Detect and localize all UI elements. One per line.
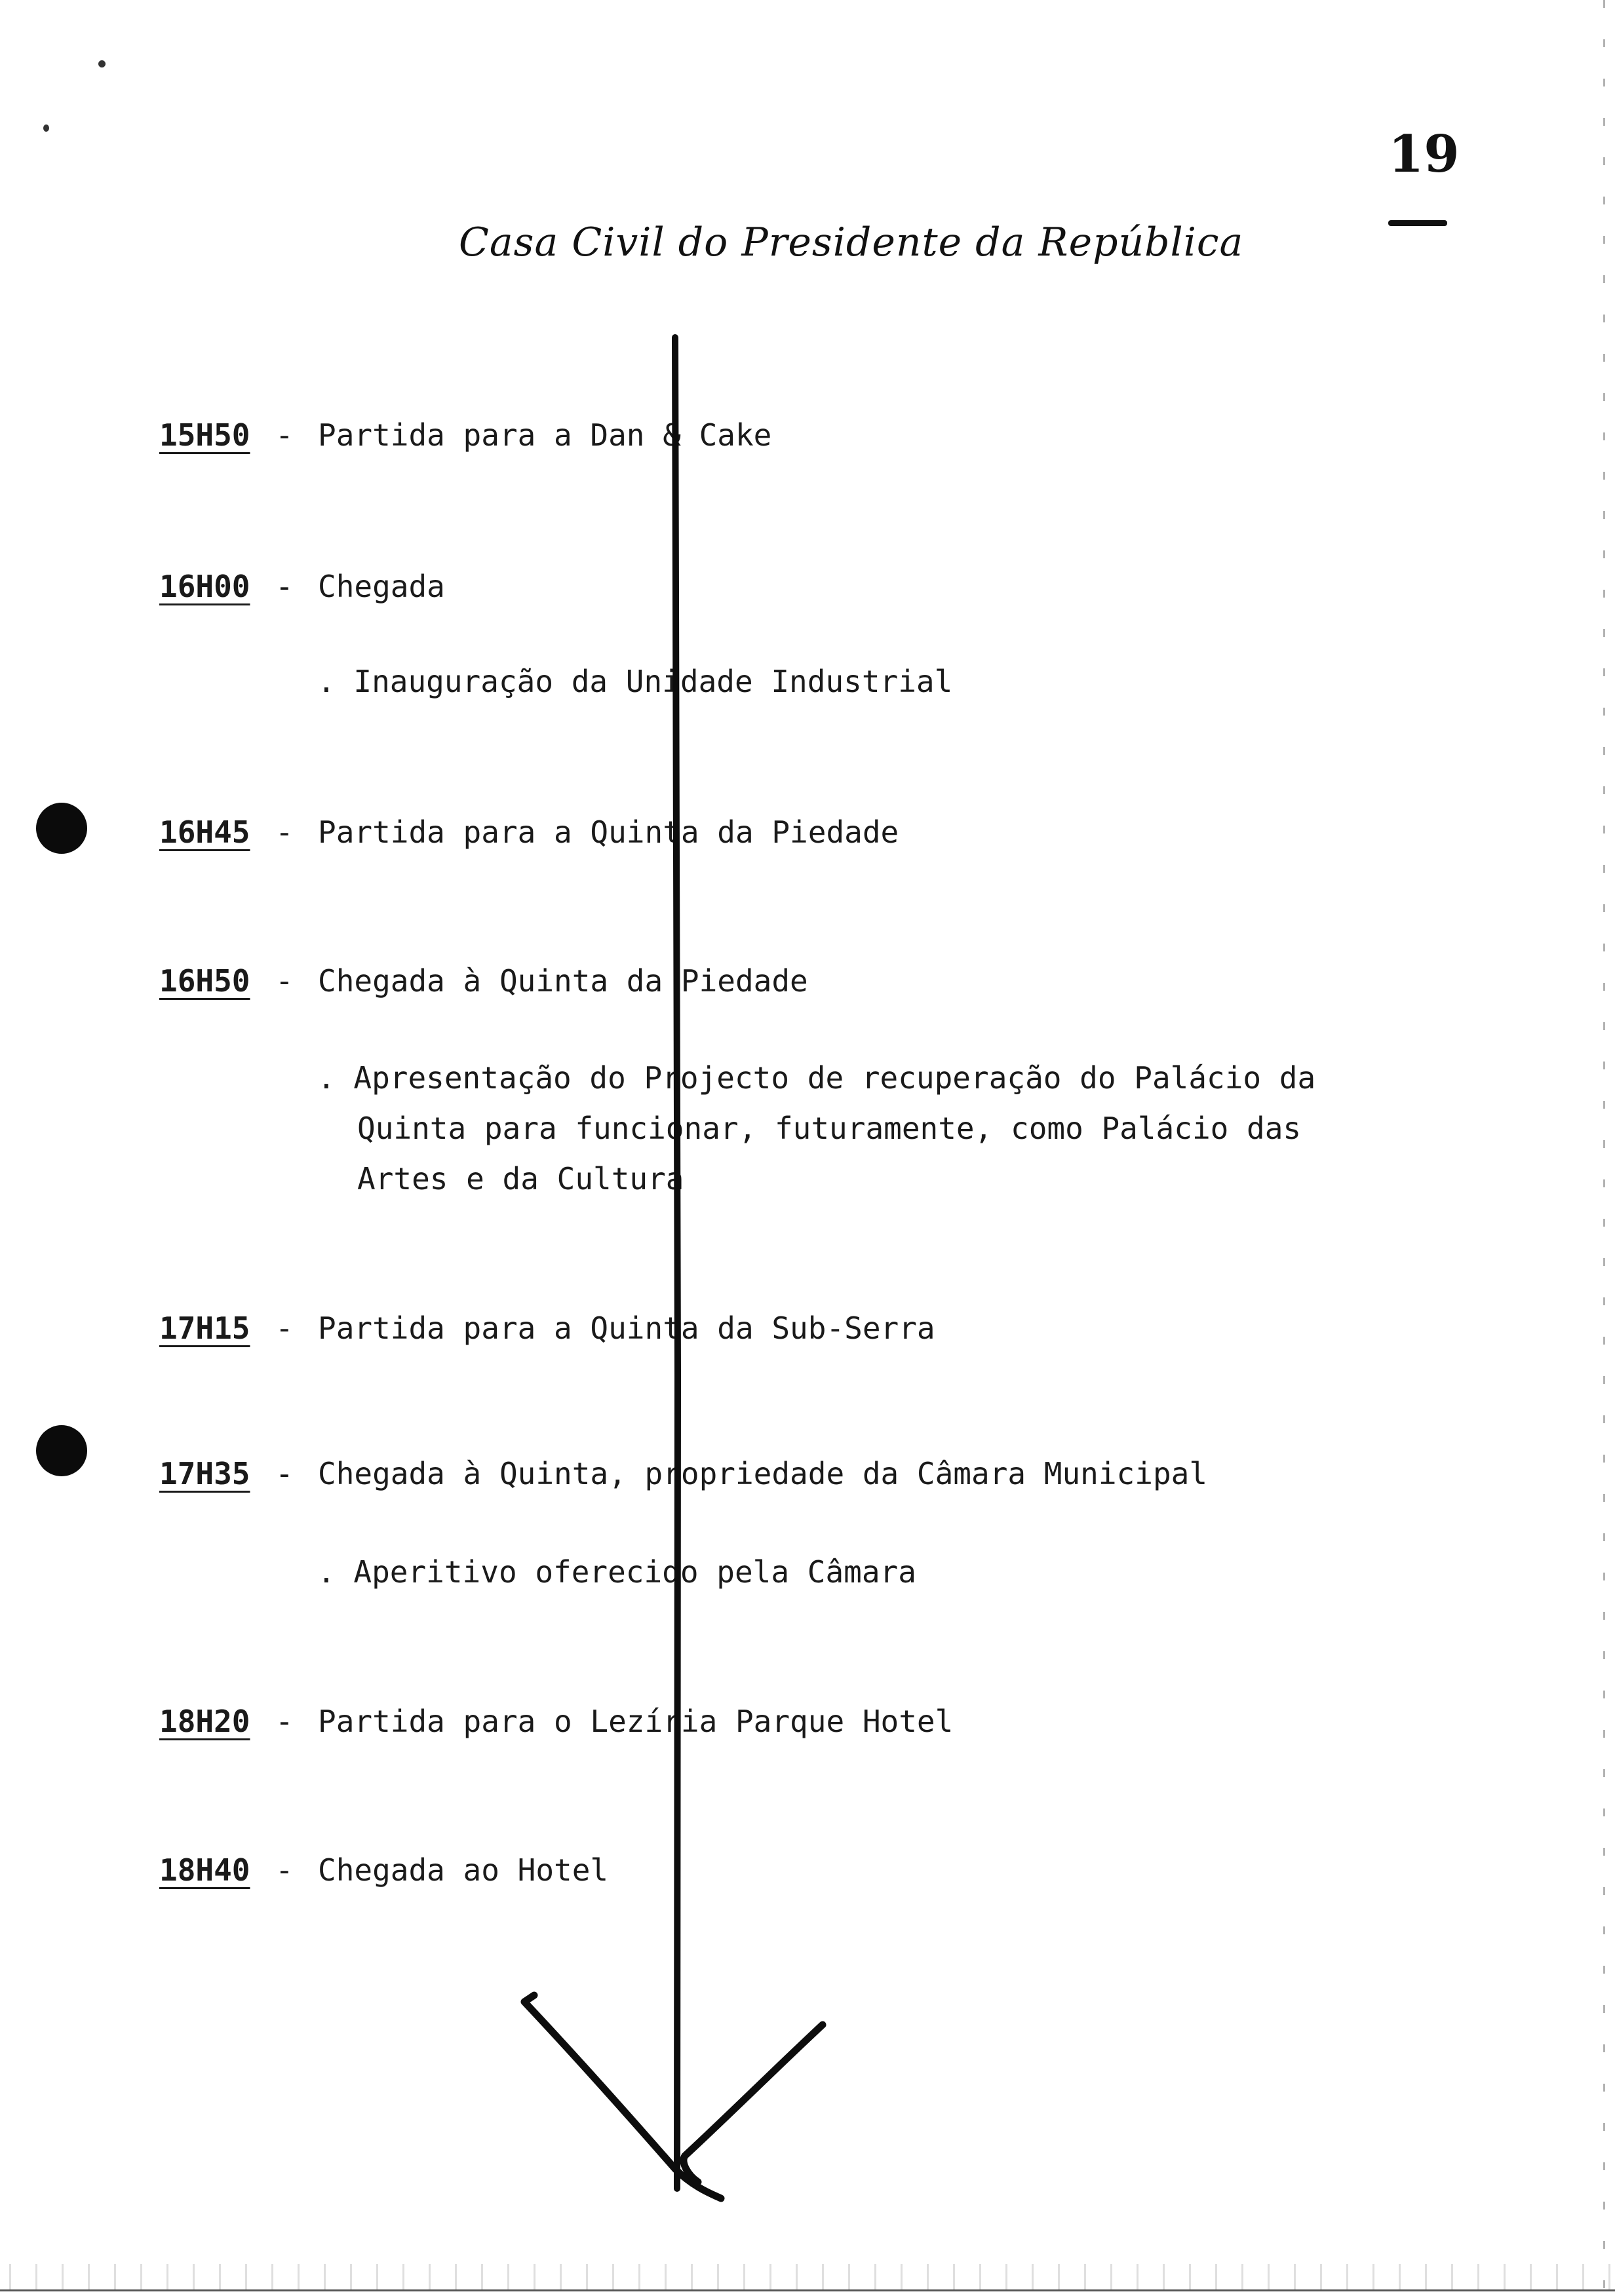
bullet-item-continuation: Quinta para funcionar, futuramente, como Palácio das (357, 1111, 1302, 1146)
entry-time: 18H20 (159, 1704, 250, 1739)
letterhead: Casa Civil do Presidente da República (459, 220, 1244, 265)
entry-time: 16H50 (159, 963, 250, 999)
entry-separator: - (275, 1852, 294, 1888)
page-number: 19 (1388, 124, 1460, 184)
entry-text: Chegada ao Hotel (318, 1852, 609, 1888)
entry-text: Partida para a Quinta da Piedade (318, 814, 899, 850)
entry-separator: - (275, 963, 294, 999)
entry-text: Chegada à Quinta, propriedade da Câmara Municipal (318, 1456, 1208, 1491)
entry-separator: - (275, 569, 294, 604)
entry-time: 15H50 (159, 417, 250, 453)
entry-separator: - (275, 1456, 294, 1491)
entry-separator: - (275, 417, 294, 453)
entry-time: 16H45 (159, 814, 250, 850)
entry-time: 16H00 (159, 569, 250, 604)
page-bottom-edge (0, 2289, 1615, 2291)
entry-text: Partida para a Quinta da Sub-Serra (318, 1311, 935, 1346)
entry-text: Partida para o Lezíria Parque Hotel (318, 1704, 954, 1739)
entry-time: 17H15 (159, 1311, 250, 1346)
scan-noise (0, 2264, 1615, 2290)
entry-text: Chegada (318, 569, 445, 604)
bullet-item: . Aperitivo oferecido pela Câmara (317, 1554, 916, 1590)
entry-separator: - (275, 1311, 294, 1346)
bullet-item: . Inauguração da Unidade Industrial (317, 664, 953, 699)
entry-separator: - (275, 1704, 294, 1739)
entry-text: Partida para a Dan & Cake (318, 417, 772, 453)
entry-text: Chegada à Quinta da Piedade (318, 963, 808, 999)
entry-time: 17H35 (159, 1456, 250, 1491)
bullet-item: . Apresentação do Projecto de recuperação do Palácio da (317, 1060, 1316, 1096)
bullet-item-continuation: Artes e da Cultura (357, 1161, 684, 1196)
entry-separator: - (275, 814, 294, 850)
entry-time: 18H40 (159, 1852, 250, 1888)
